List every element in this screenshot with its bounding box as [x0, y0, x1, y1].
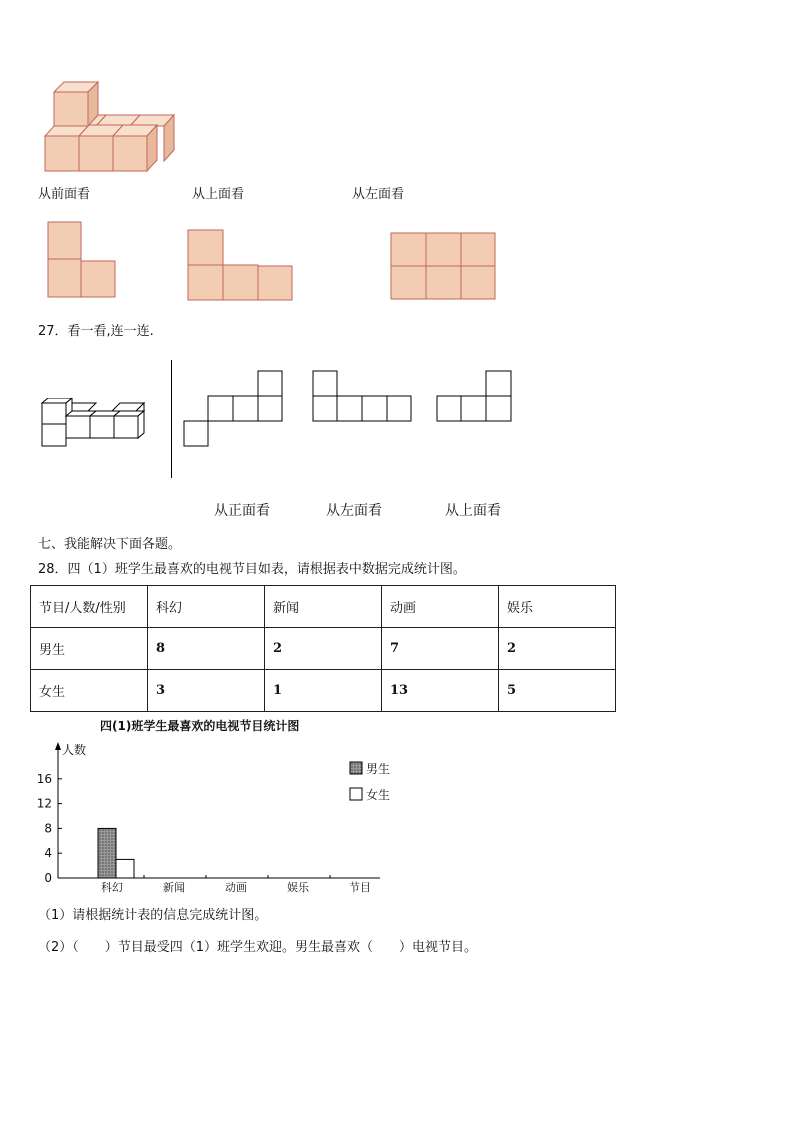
- table-cell: 7: [382, 628, 499, 670]
- q28-prompt: 28．四（1）班学生最喜欢的电视节目如表，请根据表中数据完成统计图。: [38, 562, 466, 577]
- cube-stack-3d-figure: [40, 80, 175, 175]
- q27-view-option-3: [436, 370, 514, 424]
- view-label-front: 从前面看: [38, 187, 91, 202]
- table-cell: 3: [148, 670, 265, 712]
- table-row: [31, 628, 616, 670]
- y-tick-label: 4: [44, 846, 52, 861]
- bar-girls: [116, 859, 134, 878]
- q27-view-option-1: [183, 370, 285, 448]
- q27-view-option-2: [312, 370, 414, 424]
- front-view-drawing: [46, 220, 118, 300]
- divider-line: [171, 360, 172, 478]
- table-header-row: [31, 586, 616, 628]
- table-header-cell: 动画: [382, 586, 499, 628]
- q27-label-front: 从正面看: [214, 503, 270, 519]
- q27-title: 27．看一看,连一连.: [38, 324, 154, 339]
- tv-program-bar-chart: [30, 712, 400, 894]
- table-header-cell: 娱乐: [499, 586, 616, 628]
- view-label-top: 从上面看: [192, 187, 245, 202]
- table-cell: 13: [382, 670, 499, 712]
- table-cell: 女生: [31, 670, 148, 712]
- x-axis-label: 节目: [349, 881, 371, 894]
- table-cell: 2: [265, 628, 382, 670]
- y-tick-label: 12: [36, 796, 52, 811]
- chart-title: 四(1)班学生最喜欢的电视节目统计图: [100, 719, 300, 733]
- left-view-drawing: [389, 231, 497, 301]
- x-tick-label: 动画: [225, 881, 247, 894]
- y-tick-label: 16: [36, 771, 52, 786]
- table-header-cell: 科幻: [148, 586, 265, 628]
- top-view-drawing: [186, 228, 294, 302]
- table-cell: 男生: [31, 628, 148, 670]
- y-axis-label: 人数: [62, 743, 87, 757]
- q27-label-top: 从上面看: [445, 503, 501, 519]
- bar-boys: [98, 828, 116, 878]
- q27-solid-figure: [40, 398, 155, 450]
- legend-swatch: [350, 788, 362, 800]
- x-tick-label: 新闻: [163, 881, 185, 894]
- tv-program-table: [30, 585, 616, 712]
- table-row: [31, 670, 616, 712]
- y-tick-label: 0: [44, 871, 52, 885]
- section7-title: 七、我能解决下面各题。: [38, 537, 182, 552]
- table-header-cell: 节目/人数/性别: [31, 586, 148, 628]
- table-header-cell: 新闻: [265, 586, 382, 628]
- q27-label-left: 从左面看: [326, 503, 382, 519]
- y-axis-arrow: [55, 742, 61, 750]
- q28-sub2: （2）（ ）节目最受四（1）班学生欢迎。男生最喜欢（ ）电视节目。: [38, 940, 478, 955]
- table-cell: 5: [499, 670, 616, 712]
- y-tick-label: 8: [44, 821, 52, 836]
- x-tick-label: 娱乐: [287, 881, 309, 894]
- legend-label: 男生: [366, 762, 391, 776]
- view-label-left: 从左面看: [352, 187, 405, 202]
- table-cell: 2: [499, 628, 616, 670]
- x-tick-label: 科幻: [101, 881, 123, 894]
- legend-swatch: [350, 762, 362, 774]
- table-cell: 1: [265, 670, 382, 712]
- legend-label: 女生: [366, 788, 391, 802]
- q28-sub1: （1）请根据统计表的信息完成统计图。: [38, 908, 268, 923]
- table-cell: 8: [148, 628, 265, 670]
